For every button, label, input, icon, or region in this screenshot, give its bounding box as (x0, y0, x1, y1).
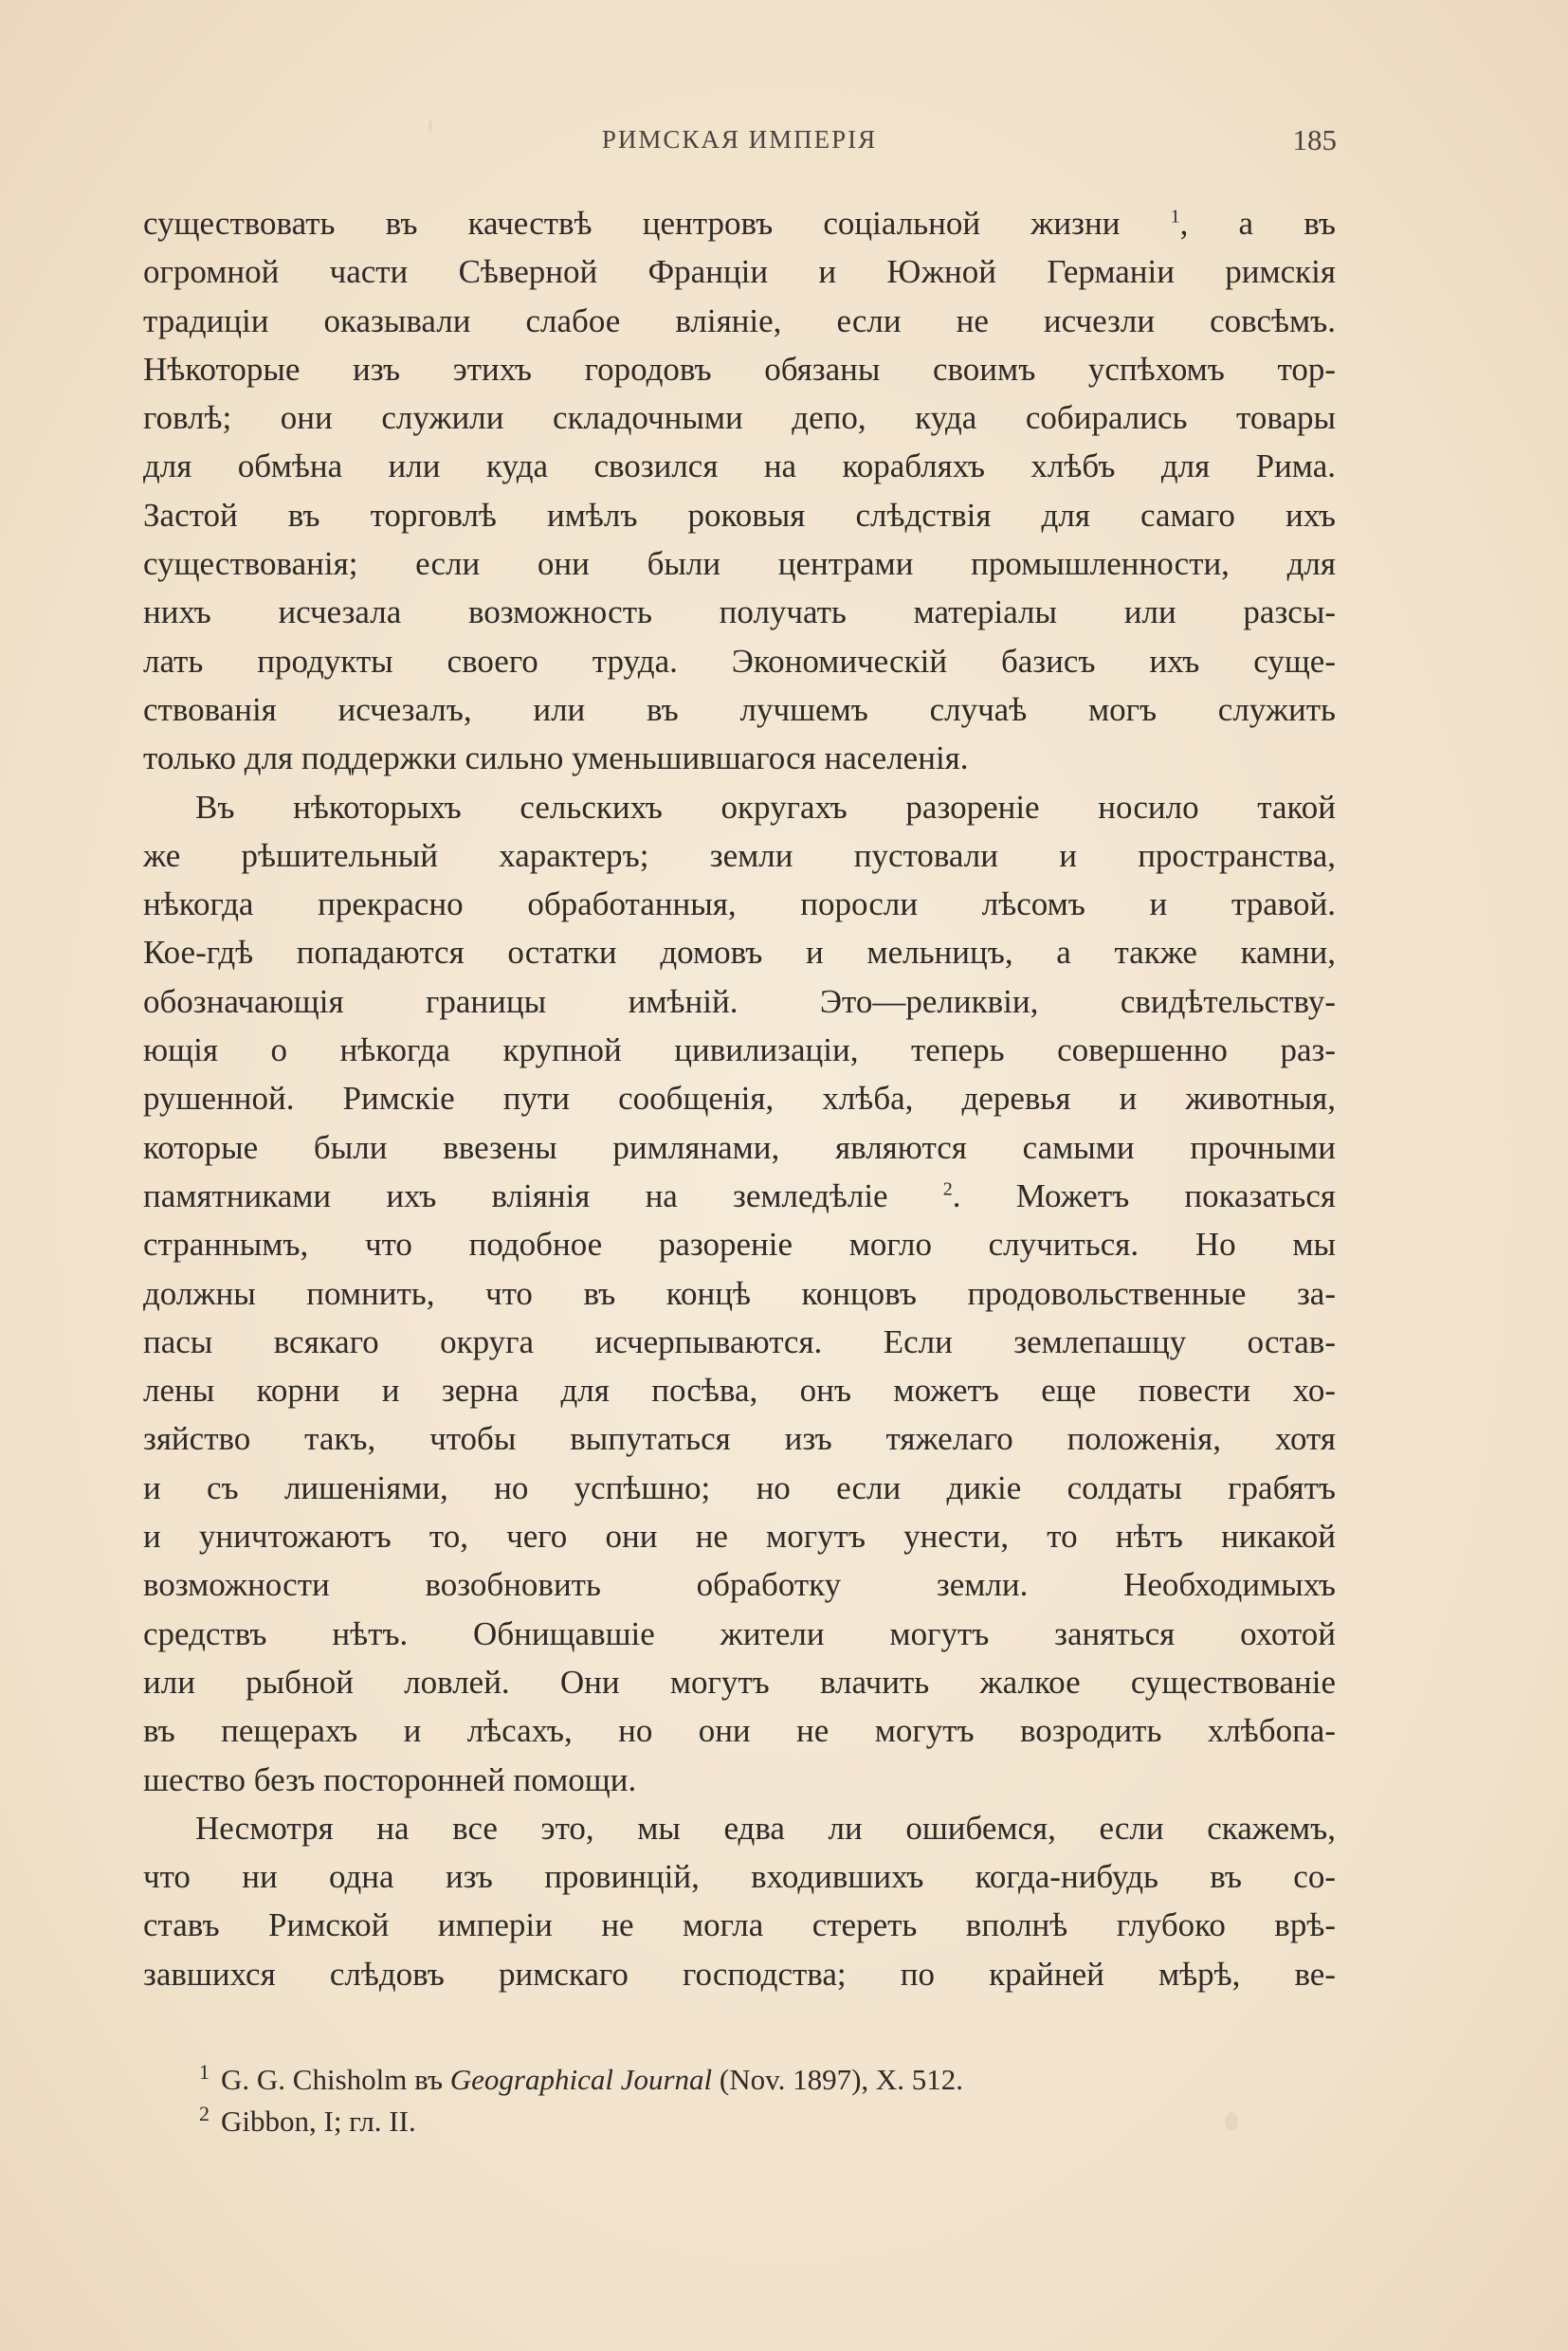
running-head (142, 125, 1337, 163)
text-line: только для поддержки сильно уменьшившагося населенія. (143, 739, 969, 777)
text-line: обозначающія границы имѣній. Это—реликвіи, свидѣтельству- (143, 982, 1336, 1020)
text-line: лать продукты своего труда. Экономическій базисъ ихъ суще- (143, 642, 1336, 680)
text-line: что ни одна изъ провинцій, входившихъ когда-нибудь въ со- (143, 1858, 1336, 1896)
text-line: страннымъ, что подобное разореніе могло случиться. Но мы (143, 1226, 1336, 1264)
text-line: существованія; если они были центрами промышленности, для (143, 545, 1336, 583)
text-line: завшихся слѣдовъ римскаго господства; по крайней мѣрѣ, ве- (143, 1955, 1336, 1993)
text-line: памятниками ихъ вліянія на земледѣліе $^2$. Можетъ показаться (143, 1176, 1336, 1214)
text-line: и съ лишеніями, но успѣшно; но если дикіе солдаты грабятъ (143, 1468, 1336, 1506)
footnote-marker: 2 (199, 2101, 210, 2125)
text-line: рушенной. Римскіе пути сообщенія, хлѣба, деревья и животныя, (143, 1080, 1336, 1118)
text-line: лены корни и зерна для посѣва, онъ можетъ еще повести хо- (143, 1372, 1336, 1410)
text-line: же рѣшительный характеръ; земли пустовали и пространства, (143, 836, 1336, 874)
footnote-ref: 1 (1170, 206, 1180, 228)
footnote-1: $^1$ G. G. Chisholm въ Geographical Journal (Nov. 1897), X. 512. (199, 2059, 964, 2096)
text-line: нѣкогда прекрасно обработанныя, поросли лѣсомъ и травой. (143, 885, 1336, 923)
text-line: для обмѣна или куда свозился на корабляхъ хлѣбъ для Рима. (143, 447, 1336, 485)
text-line: Кое-гдѣ попадаются остатки домовъ и мельницъ, а также камни, (143, 934, 1336, 972)
footnote-2: $^2$ Gibbon, I; гл. II. (199, 2101, 416, 2138)
text-line: ставъ Римской имперіи не могла стереть вполнѣ глубоко врѣ- (143, 1906, 1336, 1944)
text-line: нихъ исчезала возможность получать матеріалы или разсы- (143, 593, 1336, 631)
text-line: или рыбной ловлей. Они могутъ влачить жалкое существованіе (143, 1663, 1336, 1701)
running-title: РИМСКАЯ ИМПЕРІЯ (601, 125, 878, 154)
text-line: ствованія исчезалъ, или въ лучшемъ случаѣ могъ служить (143, 690, 1336, 728)
body-text (143, 199, 1336, 1998)
text-line: традиціи оказывали слабое вліяніе, если не исчезли совсѣмъ. (143, 301, 1336, 339)
text-line: существовать въ качествѣ центровъ соціальной жизни $^1$, а въ (143, 205, 1336, 242)
footnotes (199, 2059, 1318, 2142)
text-line: Застой въ торговлѣ имѣлъ роковыя слѣдствія для самаго ихъ (143, 496, 1336, 534)
text-line: Нѣкоторые изъ этихъ городовъ обязаны своимъ успѣхомъ тор- (143, 350, 1336, 388)
text-line: пасы всякаго округа исчерпываются. Если землепашцу остав- (143, 1322, 1336, 1360)
text-line: зяйство такъ, чтобы выпутаться изъ тяжелаго положенія, хотя (143, 1420, 1336, 1458)
text-line: которые были ввезены римлянами, являются самыми прочными (143, 1128, 1336, 1166)
text-line: средствъ нѣтъ. Обнищавшіе жители могутъ заняться охотой (143, 1614, 1336, 1652)
text-line: въ пещерахъ и лѣсахъ, но они не могутъ возродить хлѣбопа- (143, 1712, 1336, 1750)
text-line: ющія о нѣкогда крупной цивилизаціи, теперь совершенно раз- (143, 1031, 1336, 1069)
text-line: Въ нѣкоторыхъ сельскихъ округахъ разореніе носило такой (195, 788, 1336, 826)
paper-stain (1225, 2112, 1238, 2131)
text-line: говлѣ; они служили складочными депо, куда собирались товары (143, 399, 1336, 437)
journal-title: Geographical Journal (449, 2063, 713, 2096)
text-line: шество безъ посторонней помощи. (143, 1760, 637, 1798)
page-number: 185 (1292, 123, 1337, 156)
paper-stain (428, 119, 432, 133)
footnote-ref: 2 (942, 1178, 953, 1200)
footnote-marker: 1 (199, 2059, 210, 2084)
text-line: должны помнить, что въ концѣ концовъ продовольственные за- (143, 1274, 1336, 1312)
text-line: огромной части Сѣверной Франціи и Южной Германіи римскія (143, 253, 1336, 291)
text-line: и уничтожаютъ то, чего они не могутъ унести, то нѣтъ никакой (143, 1518, 1336, 1556)
text-line: Несмотря на все это, мы едва ли ошибемся, если скажемъ, (195, 1809, 1336, 1847)
text-line: возможности возобновить обработку земли. Необходимыхъ (143, 1566, 1336, 1604)
